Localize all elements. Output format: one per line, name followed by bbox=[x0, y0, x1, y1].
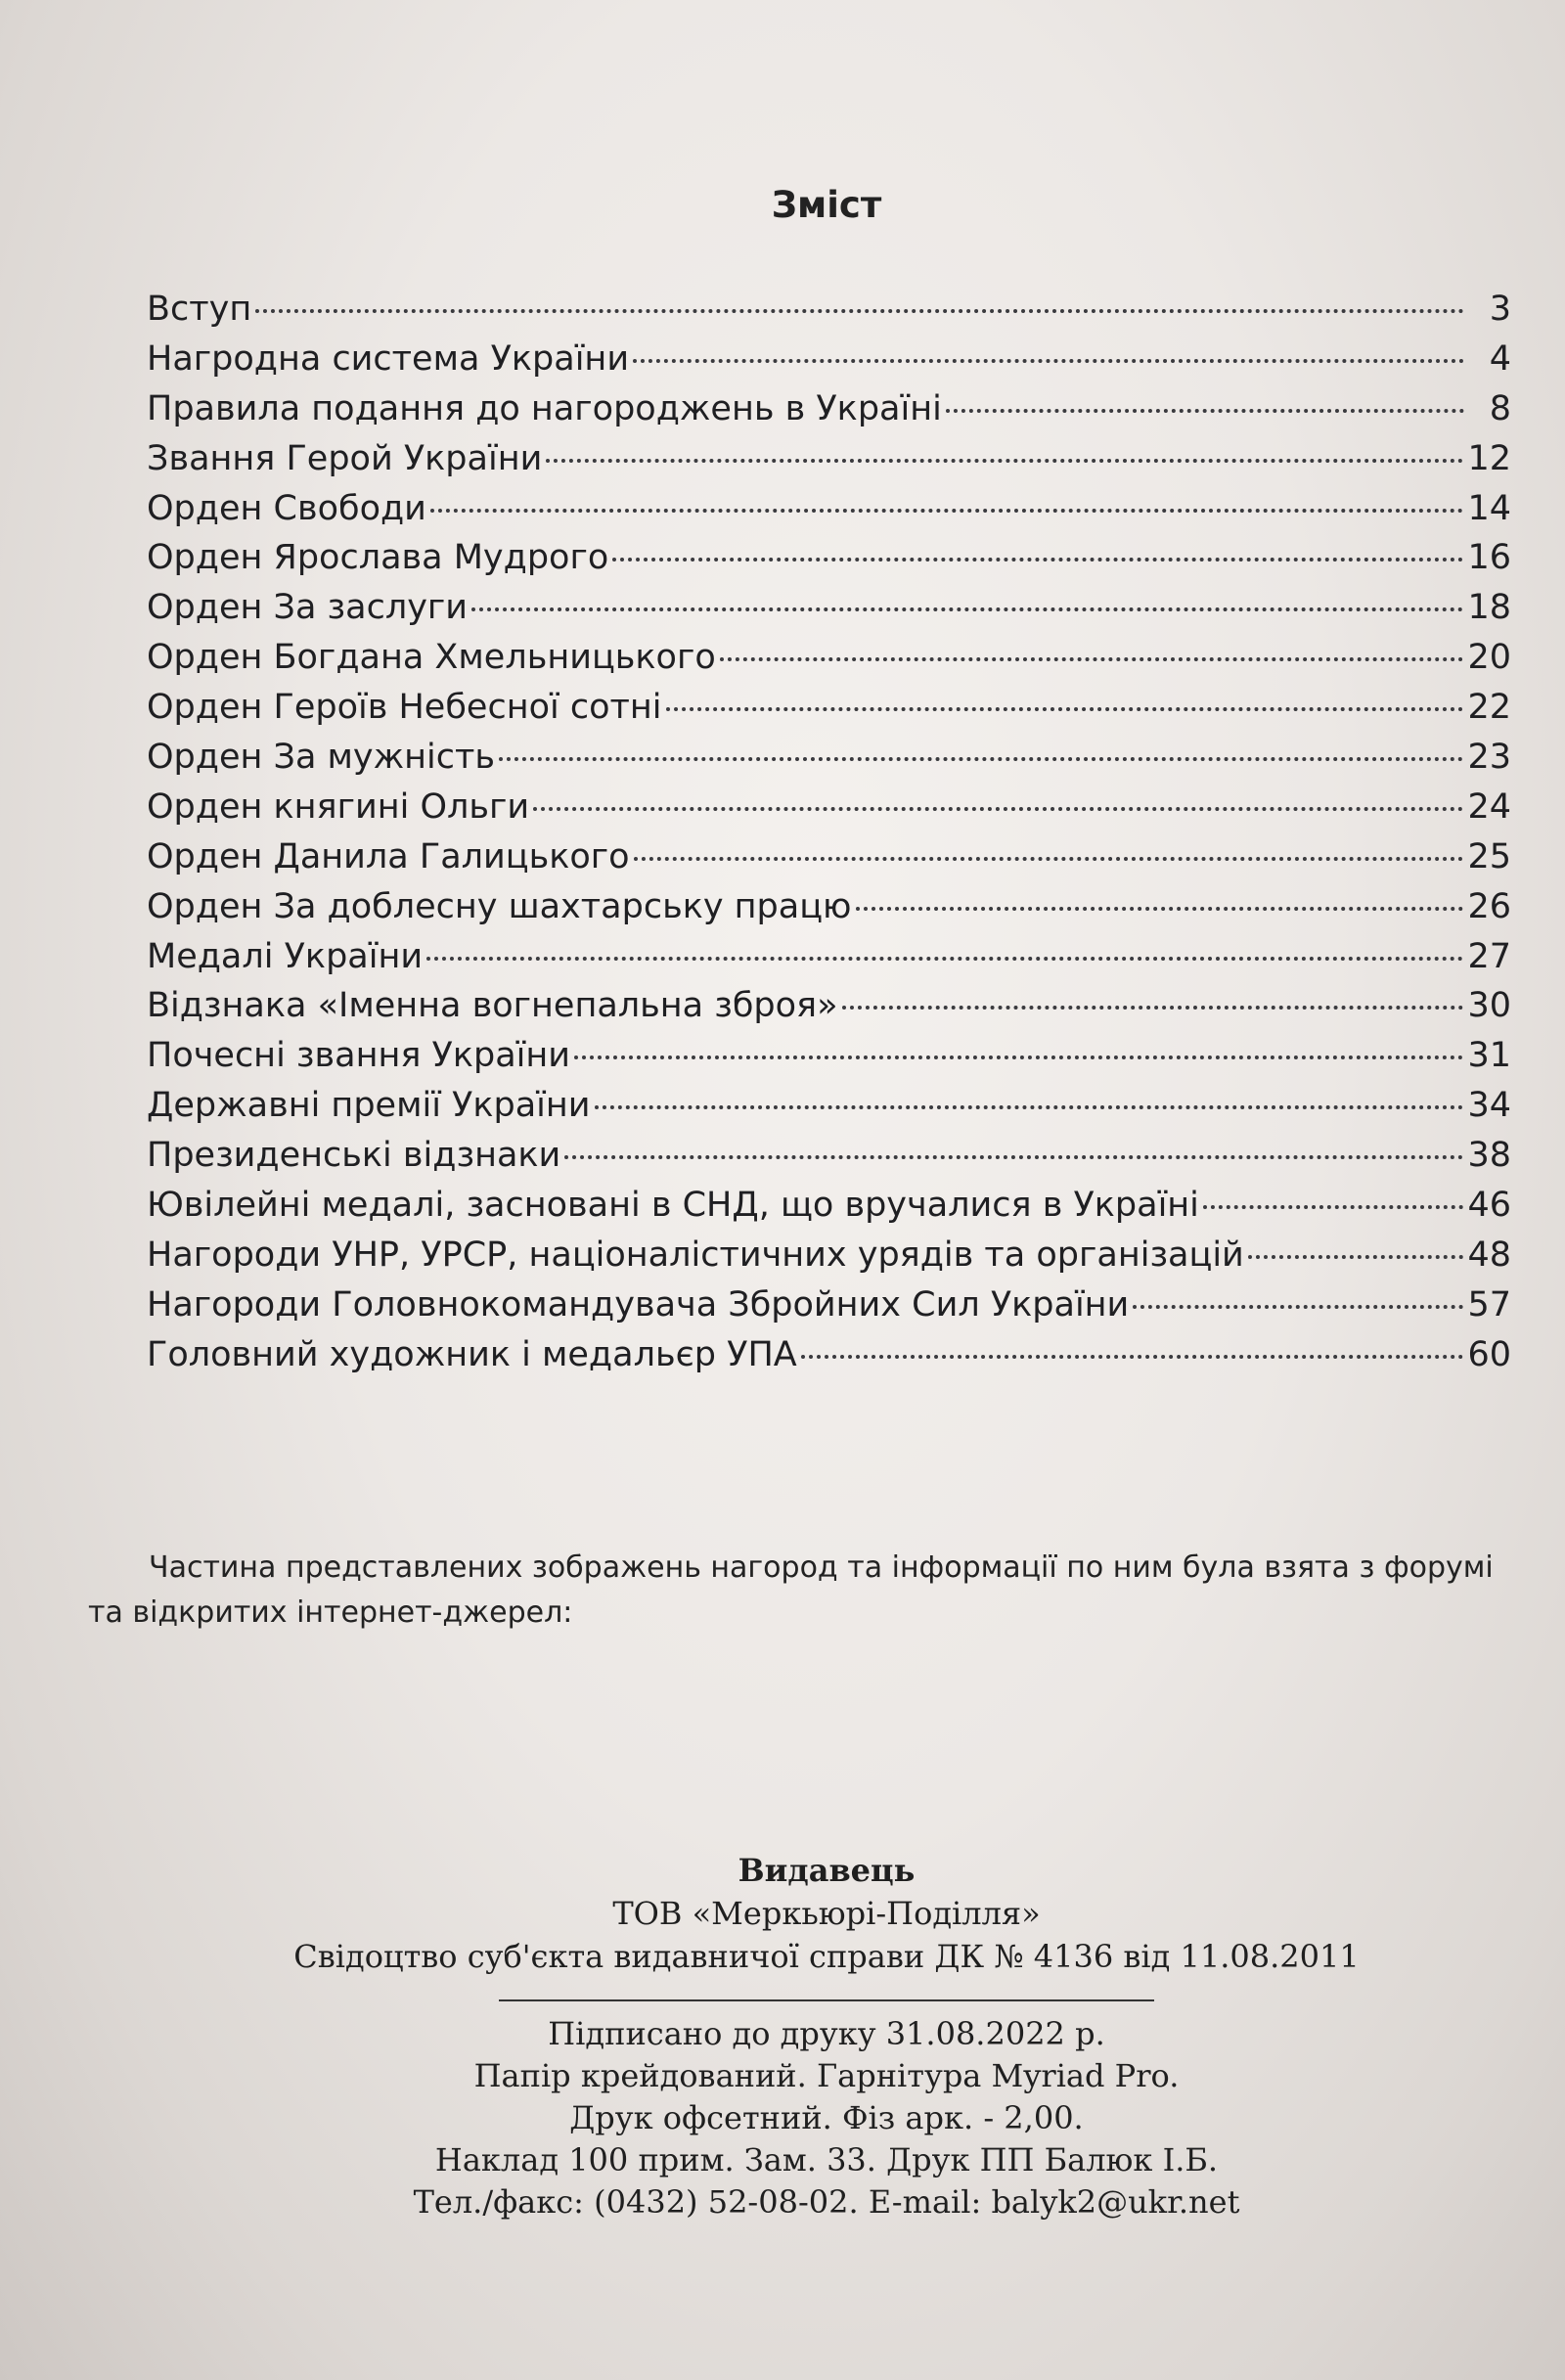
toc-entry bbox=[147, 1186, 1511, 1235]
toc-entry-page: 23 bbox=[1467, 738, 1511, 778]
toc-entry-page: 20 bbox=[1467, 638, 1511, 678]
contact-info: Тел./факс: (0432) 52-08-02. E-mail: balyk2@ukr.net bbox=[413, 2183, 1240, 2221]
toc-entry-label: Орден Богдана Хмельницького bbox=[147, 638, 716, 678]
toc-entry-label: Орден Героїв Небесної сотні bbox=[147, 688, 662, 728]
toc-entry bbox=[147, 1136, 1511, 1186]
signed-to-print: Підписано до друку 31.08.2022 р. bbox=[548, 2015, 1105, 2052]
toc-entry-label: Президенські відзнаки bbox=[147, 1136, 561, 1176]
toc-dot-leader bbox=[1248, 1255, 1464, 1259]
publisher-imprint bbox=[293, 1849, 1360, 2223]
table-of-contents bbox=[147, 290, 1511, 1385]
toc-entry-label: Медалі України bbox=[147, 936, 424, 976]
divider bbox=[499, 1999, 1154, 2001]
image-source-note bbox=[88, 1546, 1565, 1636]
publisher-heading: Видавець bbox=[738, 1852, 916, 1889]
toc-dot-leader bbox=[1133, 1305, 1463, 1309]
toc-entry-label: Відзнака «Іменна вогнепальна зброя» bbox=[147, 986, 838, 1026]
toc-entry bbox=[147, 1285, 1511, 1335]
toc-entry-label: Нагродна система України bbox=[147, 338, 630, 379]
toc-entry-page: 25 bbox=[1467, 836, 1511, 876]
toc-dot-leader bbox=[612, 558, 1463, 561]
note-line: Частина представлених зображень нагород та інформації по ним була взята з форумі bbox=[149, 1550, 1494, 1585]
toc-entry bbox=[147, 738, 1511, 787]
toc-entry-page: 14 bbox=[1467, 488, 1511, 528]
toc-dot-leader bbox=[1203, 1205, 1464, 1209]
toc-entry-label: Орден За заслуги bbox=[147, 588, 469, 628]
note-line: та відкритих інтернет-джерел: bbox=[88, 1595, 573, 1630]
toc-entry bbox=[147, 1335, 1511, 1385]
toc-entry bbox=[147, 489, 1511, 539]
toc-entry-page: 38 bbox=[1467, 1136, 1511, 1176]
toc-entry bbox=[147, 1036, 1511, 1086]
toc-entry-page: 27 bbox=[1467, 936, 1511, 976]
toc-entry-page: 16 bbox=[1467, 538, 1511, 578]
toc-dot-leader bbox=[255, 309, 1464, 313]
toc-dot-leader bbox=[856, 907, 1464, 911]
toc-entry bbox=[147, 439, 1511, 489]
toc-entry bbox=[147, 538, 1511, 588]
toc-entry bbox=[147, 937, 1511, 987]
toc-dot-leader bbox=[634, 857, 1464, 861]
toc-entry-label: Вступ bbox=[147, 290, 252, 329]
print-details bbox=[293, 2013, 1360, 2223]
toc-dot-leader bbox=[564, 1155, 1463, 1159]
publisher-name: ТОВ «Меркьюрі-Поділля» bbox=[612, 1895, 1041, 1932]
toc-entry-page: 60 bbox=[1467, 1334, 1511, 1374]
toc-entry-label: Орден княгині Ольги bbox=[147, 786, 530, 827]
toc-entry bbox=[147, 339, 1511, 389]
toc-entry-page: 12 bbox=[1467, 438, 1511, 478]
toc-entry bbox=[147, 787, 1511, 837]
toc-entry bbox=[147, 688, 1511, 738]
toc-dot-leader bbox=[574, 1055, 1463, 1059]
toc-dot-leader bbox=[595, 1105, 1464, 1109]
paper-info: Папір крейдований. Гарнітура Myriad Pro. bbox=[473, 2057, 1180, 2094]
toc-entry-label: Нагороди Головнокомандувача Збройних Сил України bbox=[147, 1284, 1130, 1325]
toc-entry-page: 3 bbox=[1489, 290, 1511, 329]
toc-dot-leader bbox=[666, 707, 1464, 711]
toc-dot-leader bbox=[633, 359, 1464, 363]
toc-entry-page: 24 bbox=[1467, 786, 1511, 827]
toc-entry-page: 57 bbox=[1467, 1284, 1511, 1325]
toc-entry-page: 31 bbox=[1467, 1036, 1511, 1076]
toc-entry bbox=[147, 837, 1511, 887]
toc-dot-leader bbox=[546, 459, 1463, 463]
toc-dot-leader bbox=[842, 1006, 1464, 1010]
toc-entry bbox=[147, 389, 1511, 439]
toc-dot-leader bbox=[533, 807, 1463, 811]
toc-entry bbox=[147, 887, 1511, 937]
toc-entry-page: 18 bbox=[1467, 588, 1511, 628]
print-run-info: Наклад 100 прим. Зам. 33. Друк ПП Балюк І.Б. bbox=[434, 2141, 1219, 2178]
toc-entry-page: 4 bbox=[1489, 338, 1511, 379]
toc-entry-page: 34 bbox=[1467, 1086, 1511, 1126]
toc-entry-page: 48 bbox=[1467, 1235, 1511, 1275]
toc-entry-page: 30 bbox=[1467, 986, 1511, 1026]
toc-dot-leader bbox=[720, 657, 1464, 661]
toc-dot-leader bbox=[499, 757, 1463, 761]
toc-entry-label: Орден Ярослава Мудрого bbox=[147, 538, 609, 578]
toc-dot-leader bbox=[946, 409, 1464, 413]
toc-entry-page: 8 bbox=[1489, 388, 1511, 428]
toc-dot-leader bbox=[426, 957, 1463, 961]
toc-title: Зміст bbox=[771, 184, 882, 226]
toc-entry-label: Правила подання до нагороджень в Україні bbox=[147, 388, 942, 428]
toc-entry-label: Орден За мужність bbox=[147, 738, 496, 778]
publisher-certificate: Свідоцтво суб'єкта видавничої справи ДК № 4136 від 11.08.2011 bbox=[293, 1938, 1360, 1975]
toc-entry bbox=[147, 588, 1511, 638]
toc-entry-label: Державні премії України bbox=[147, 1086, 591, 1126]
toc-dot-leader bbox=[471, 607, 1463, 611]
toc-entry-label: Почесні звання України bbox=[147, 1036, 571, 1076]
toc-entry-page: 26 bbox=[1467, 886, 1511, 926]
toc-entry-page: 46 bbox=[1467, 1186, 1511, 1226]
toc-entry bbox=[147, 1086, 1511, 1136]
toc-dot-leader bbox=[430, 509, 1464, 513]
toc-entry bbox=[147, 986, 1511, 1036]
toc-entry-page: 22 bbox=[1467, 688, 1511, 728]
print-info: Друк офсетний. Фіз арк. - 2,00. bbox=[569, 2099, 1084, 2136]
toc-entry bbox=[147, 290, 1511, 339]
toc-entry-label: Орден Данила Галицького bbox=[147, 836, 630, 876]
toc-entry-label: Ювілейні медалі, засновані в СНД, що вручалися в Україні bbox=[147, 1186, 1199, 1226]
toc-dot-leader bbox=[801, 1355, 1464, 1359]
toc-entry-label: Звання Герой України bbox=[147, 438, 543, 478]
toc-entry-label: Головний художник і медальєр УПА bbox=[147, 1334, 797, 1374]
toc-entry-label: Орден Свободи bbox=[147, 488, 426, 528]
toc-entry-label: Орден За доблесну шахтарську працю bbox=[147, 886, 852, 926]
toc-entry bbox=[147, 1235, 1511, 1285]
toc-entry bbox=[147, 638, 1511, 688]
toc-entry-label: Нагороди УНР, УРСР, націоналістичних урядів та організацій bbox=[147, 1235, 1244, 1275]
